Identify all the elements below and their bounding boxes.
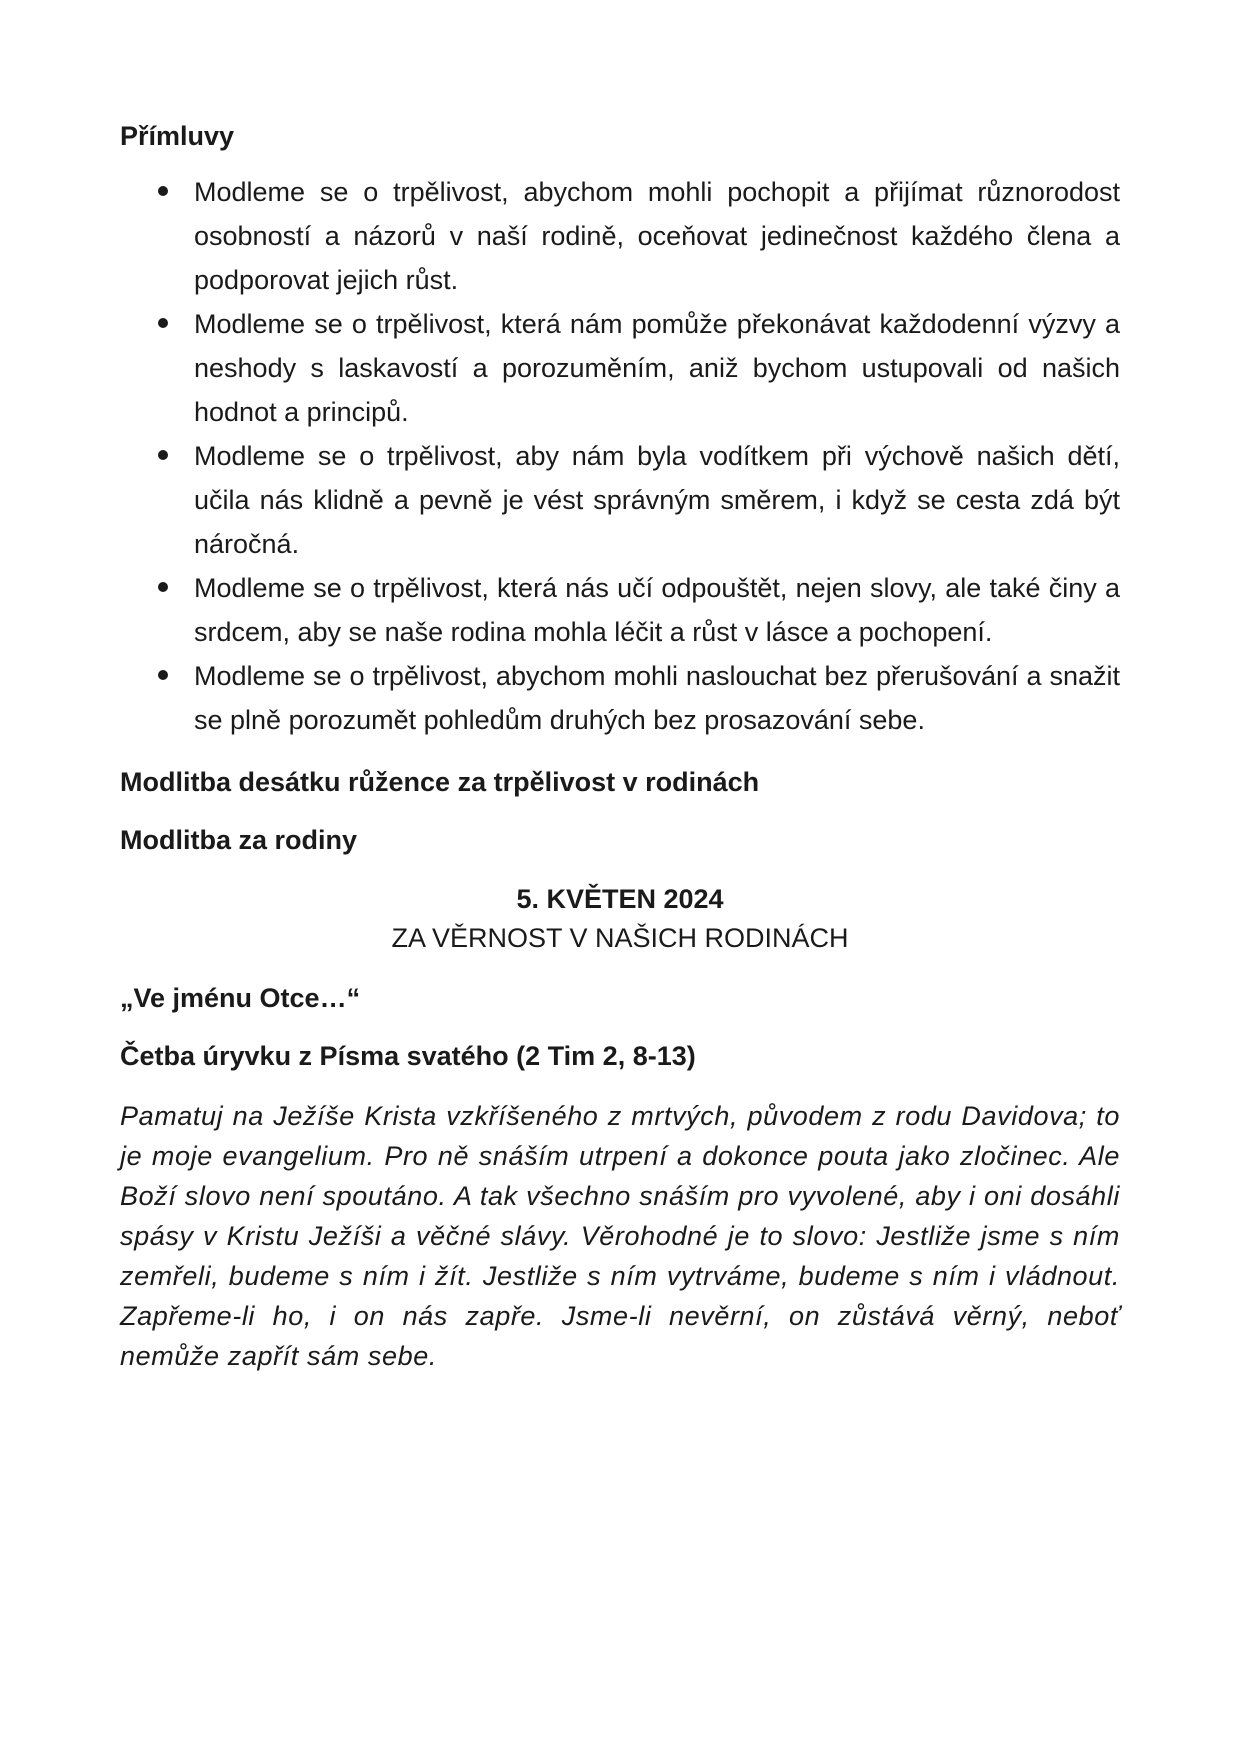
bullet-icon xyxy=(158,186,168,196)
intercession-text: Modleme se o trpělivost, abychom mohli naslouchat bez přerušování a snažit se plně porozumět pohledům druhých bez prosazování sebe. xyxy=(194,661,1120,735)
day-header xyxy=(120,880,1120,958)
list-item xyxy=(120,302,1120,434)
opening-formula: „Ve jménu Otce…“ xyxy=(120,983,361,1013)
list-item xyxy=(120,434,1120,566)
intercessions-heading: Přímluvy xyxy=(120,121,235,151)
list-item xyxy=(120,654,1120,742)
document-page xyxy=(120,118,1120,1376)
list-item xyxy=(120,170,1120,302)
list-item xyxy=(120,566,1120,654)
intercessions-list xyxy=(120,170,1120,742)
reading-text: Pamatuj na Ježíše Krista vzkříšeného z mrtvých, původem z rodu Davidova; to je moje evangelium. Pro ně snáším utrpení a dokonce pouta jako zločinec. Ale Boží slovo není spoutáno. A tak všechno snáším pro vyvolené, aby i oni dosáhli spásy v Kristu Ježíši a věčné slávy. Věrohodné je to slovo: Jestliže jsme s ním zemřeli, budeme s ním i žít. Jestliže s ním vytrváme, budeme s ním i vládnout. Zapřeme-li ho, i on nás zapře. Jsme-li nevěrní, on zůstává věrný, neboť nemůže zapřít sám sebe. xyxy=(120,1101,1120,1371)
reading-heading: Četba úryvku z Písma svatého (2 Tim 2, 8-13) xyxy=(120,1041,696,1071)
family-prayer-heading: Modlitba za rodiny xyxy=(120,825,358,855)
intercession-text: Modleme se o trpělivost, aby nám byla vodítkem při výchově našich dětí, učila nás klidně a pevně je vést správným směrem, i když se cesta zdá být náročná. xyxy=(194,441,1120,559)
rosary-heading: Modlitba desátku růžence za trpělivost v rodinách xyxy=(120,767,760,797)
bullet-icon xyxy=(158,450,168,460)
day-date: 5. KVĚTEN 2024 xyxy=(516,884,724,914)
intercession-text: Modleme se o trpělivost, která nás učí odpouštět, nejen slovy, ale také činy a srdcem, aby se naše rodina mohla léčit a růst v lásce a pochopení. xyxy=(194,573,1120,647)
bullet-icon xyxy=(158,582,168,592)
bullet-icon xyxy=(158,318,168,328)
intercession-text: Modleme se o trpělivost, abychom mohli pochopit a přijímat různorodost osobností a názorů v naší rodině, oceňovat jedinečnost každého člena a podporovat jejich růst. xyxy=(194,177,1120,295)
intercession-text: Modleme se o trpělivost, která nám pomůže překonávat každodenní výzvy a neshody s laskavostí a porozuměním, aniž bychom ustupovali od našich hodnot a principů. xyxy=(194,309,1120,427)
day-intention: ZA VĚRNOST V NAŠICH RODINÁCH xyxy=(391,923,849,953)
bullet-icon xyxy=(158,670,168,680)
